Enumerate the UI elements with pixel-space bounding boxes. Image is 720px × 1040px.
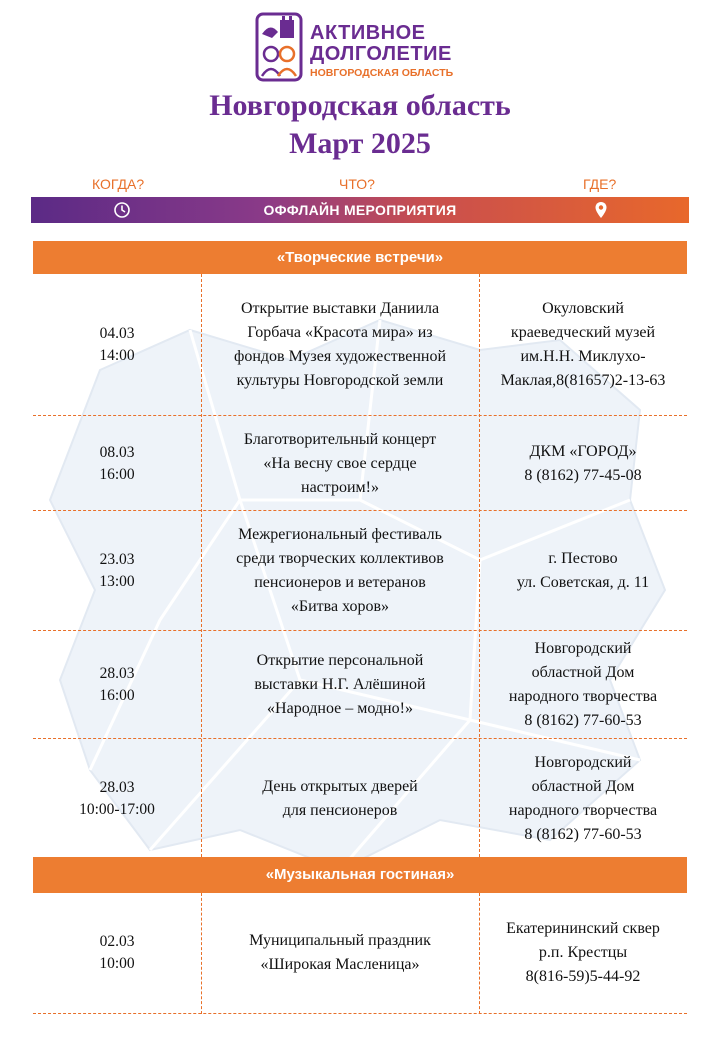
table-row xyxy=(33,417,687,511)
event-date-time: 28.03 16:00 xyxy=(99,665,135,704)
events-table-creative-meetings xyxy=(33,274,687,857)
event-location: ДКМ «ГОРОД» 8 (8162) 77-45-08 xyxy=(524,442,642,484)
page-title-region: Новгородская область xyxy=(209,89,511,122)
table-row xyxy=(33,274,687,416)
column-header-where: ГДЕ? xyxy=(583,176,617,192)
column-header-what: ЧТО? xyxy=(339,176,375,192)
column-header-when: КОГДА? xyxy=(92,176,145,192)
logo-line-3: НОВГОРОДСКАЯ ОБЛАСТЬ xyxy=(310,67,454,79)
column-divider xyxy=(479,893,480,1014)
event-location: Новгородский областной Дом народного творчества 8 (8162) 77-60-53 xyxy=(508,753,658,843)
events-table-music-lounge xyxy=(33,893,687,1015)
offline-events-banner xyxy=(31,197,689,223)
table-row xyxy=(33,632,687,739)
clock-icon xyxy=(113,201,131,219)
section-header-creative-meetings: «Творческие встречи» xyxy=(33,241,687,274)
event-title: Муниципальный праздник «Широкая Масленица» xyxy=(249,932,431,973)
column-divider xyxy=(479,274,480,857)
active-longevity-emblem-icon xyxy=(254,12,304,82)
table-row xyxy=(33,893,687,1014)
event-title: Открытие выставки Даниила Горбача «Красота мира» из фондов Музея художественной культуры Новгородской земли xyxy=(233,299,447,389)
page-title-month: Март 2025 xyxy=(289,127,431,160)
event-location: г. Пестово ул. Советская, д. 11 xyxy=(516,550,650,591)
location-pin-icon xyxy=(592,201,610,219)
table-row xyxy=(33,740,687,857)
event-location: Екатерининский сквер р.п. Крестцы 8(816-59)5-44-92 xyxy=(506,920,660,985)
event-location: Новгородский областной Дом народного творчества 8 (8162) 77-60-53 xyxy=(508,640,658,729)
event-date-time: 04.03 14:00 xyxy=(99,324,135,364)
logo-line-2: ДОЛГОЛЕТИЕ xyxy=(310,43,452,65)
event-date-time: 08.03 16:00 xyxy=(99,443,135,483)
event-title: Межрегиональный фестиваль среди творческих коллективов пенсионеров и ветеранов «Битва хоров» xyxy=(236,526,444,615)
column-divider xyxy=(201,274,202,857)
table-row xyxy=(33,512,687,631)
logo xyxy=(254,12,474,84)
event-title: Открытие персональной выставки Н.Г. Алёшиной «Народное – модно!» xyxy=(254,652,426,717)
logo-line-1: АКТИВНОЕ xyxy=(310,22,426,44)
event-date-time: 23.03 13:00 xyxy=(99,551,135,590)
event-date-time: 28.03 10:00-17:00 xyxy=(79,778,155,818)
section-header-music-lounge: «Музыкальная гостиная» xyxy=(33,857,687,893)
event-title: Благотворительный концерт «На весну свое сердце настроим!» xyxy=(243,430,437,496)
column-divider xyxy=(201,893,202,1014)
banner-label: ОФФЛАЙН МЕРОПРИЯТИЯ xyxy=(263,202,457,218)
event-title: День открытых дверей для пенсионеров xyxy=(262,777,418,819)
event-location: Окуловский краеведческий музей им.Н.Н. Миклухо- Маклая,8(81657)2-13-63 xyxy=(500,299,666,389)
event-date-time: 02.03 10:00 xyxy=(99,933,135,972)
